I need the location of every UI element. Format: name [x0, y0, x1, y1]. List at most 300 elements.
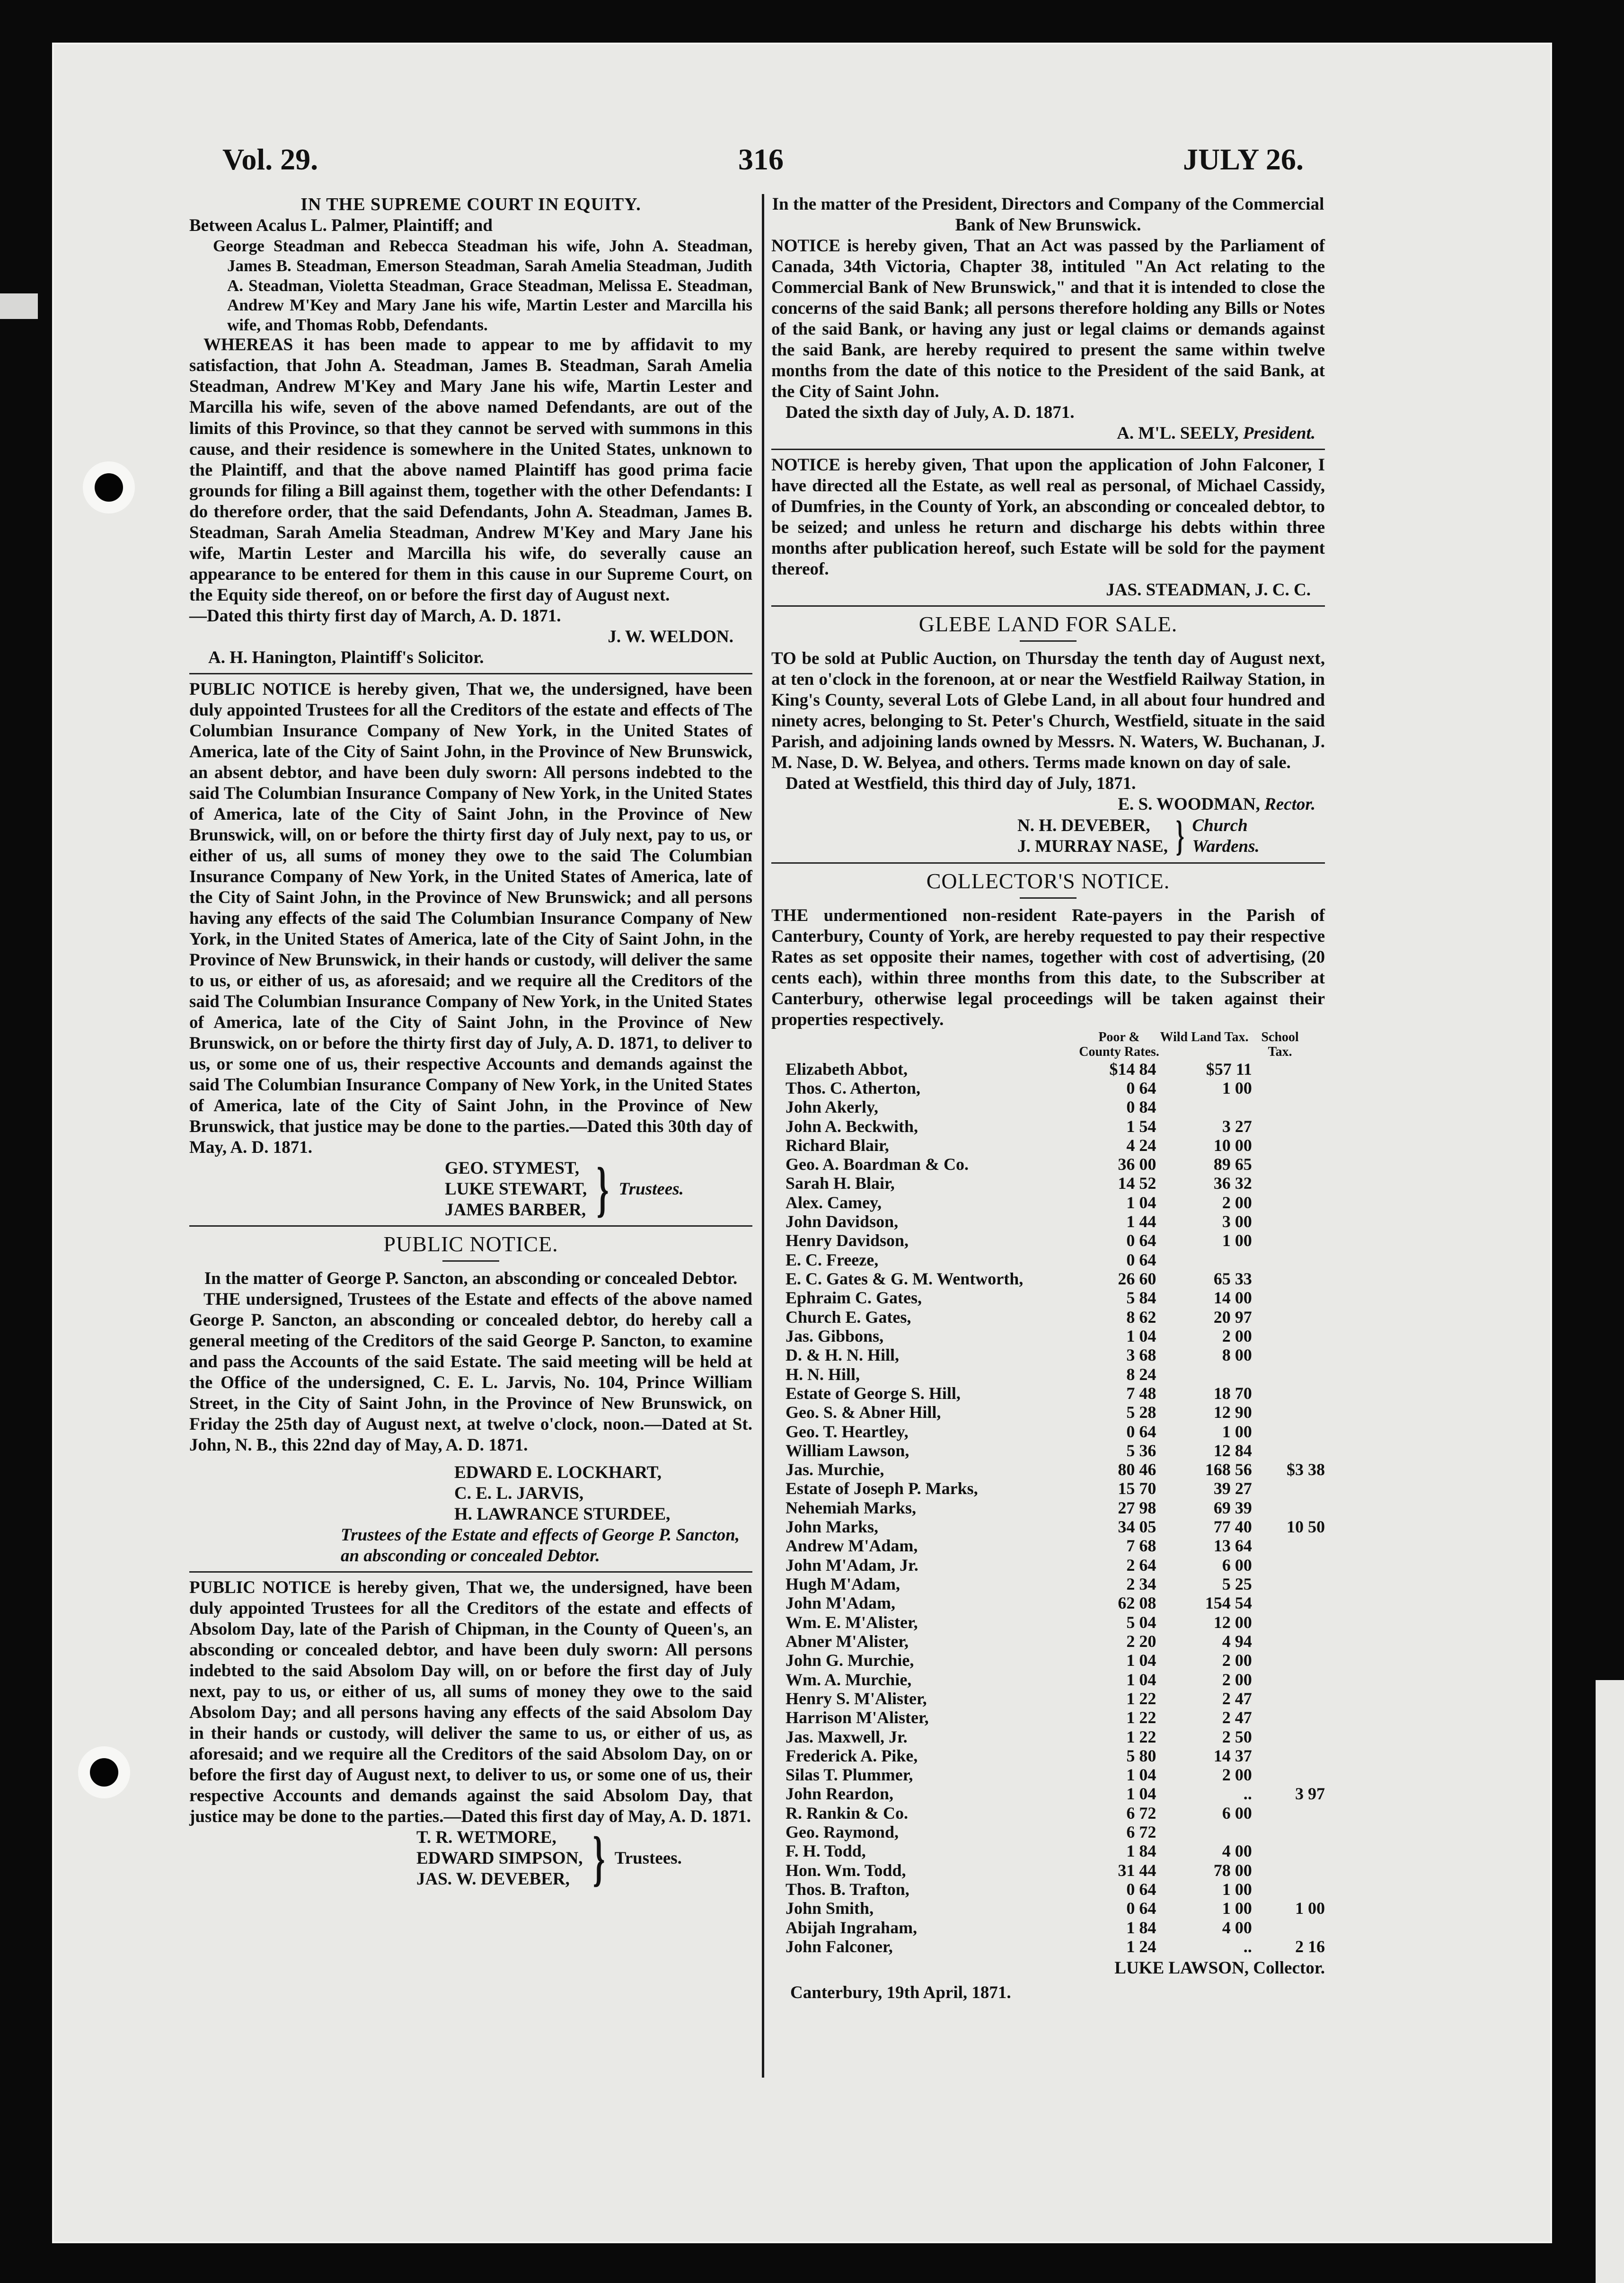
wild-land-tax: 13 64	[1213, 1536, 1252, 1556]
wild-land-tax: 2 47	[1222, 1708, 1252, 1727]
school-tax	[1257, 1422, 1325, 1441]
wild-land-tax: 1 00	[1222, 1899, 1252, 1918]
rates-table	[786, 1060, 1325, 1956]
school-tax	[1257, 1231, 1325, 1250]
school-tax	[1257, 1593, 1325, 1612]
trustees-label: Trustees.	[618, 1179, 684, 1199]
ratepayer-name: Geo. Raymond,	[786, 1823, 899, 1842]
wild-land-tax: 12 90	[1213, 1403, 1252, 1422]
table-row	[786, 1727, 1325, 1746]
table-row	[786, 1117, 1325, 1136]
notice-signer	[771, 423, 1325, 444]
poor-county-rate: 1 04	[1126, 1784, 1156, 1804]
trustees-label: Trustees.	[614, 1849, 682, 1868]
school-tax: 1 00	[1295, 1899, 1325, 1918]
wild-land-tax: 2 50	[1222, 1727, 1252, 1746]
table-row	[786, 1804, 1325, 1823]
divider	[189, 1225, 752, 1227]
ratepayer-name: Nehemiah Marks,	[786, 1498, 916, 1517]
wardens-label: Wardens.	[1192, 837, 1260, 857]
table-row	[786, 1823, 1325, 1841]
ratepayer-name: F. H. Todd,	[786, 1841, 866, 1861]
notice-body: TO be sold at Public Auction, on Thursday the tenth day of August next, at ten o'clock in the forenoon, at or near the Westfield Railway Station, in King's County, several Lots of Glebe Land, in all about four hundred and ninety acres, belonging to St. Peter's Church, Westfield, situate in the said Parish, and adjoining lands owned by Messrs. N. Waters, W. Buchanan, J. M. Nase, D. W. Belyea, and others. Terms made known on day of sale.	[771, 649, 1325, 773]
table-row	[786, 1536, 1325, 1555]
school-tax	[1257, 1365, 1325, 1384]
school-tax: $3 38	[1287, 1460, 1325, 1479]
wild-land-tax: 2 00	[1222, 1670, 1252, 1689]
signer-name: A. M'L. SEELY,	[1117, 424, 1239, 443]
left-column	[189, 194, 752, 1893]
ratepayer-name: Wm. A. Murchie,	[786, 1670, 912, 1689]
table-row	[786, 1651, 1325, 1670]
trustee-name: GEO. STYMEST,	[445, 1159, 580, 1178]
signer-name: C. E. L. JARVIS,	[454, 1483, 584, 1503]
table-row	[786, 1765, 1325, 1784]
notice-date: —Dated this thirty first day of March, A. D. 1871.	[189, 606, 561, 626]
notice-title: In the matter of the President, Directors and Company of the Commercial Bank of New Brunswick.	[772, 195, 1324, 235]
warden-name: N. H. DEVEBER,	[1017, 816, 1150, 836]
plaintiff-solicitor: A. H. Hanington, Plaintiff's Solicitor.	[208, 647, 484, 667]
notice-date: Dated the sixth day of July, A. D. 1871.	[786, 403, 1075, 423]
poor-county-rate: 7 48	[1126, 1383, 1156, 1403]
table-row	[786, 1308, 1325, 1327]
wild-land-tax: 39 27	[1213, 1479, 1252, 1498]
title-rule	[442, 1260, 499, 1262]
poor-county-rate: 4 24	[1126, 1135, 1156, 1155]
poor-county-rate: 0 64	[1126, 1899, 1156, 1918]
wild-land-tax: 1 00	[1222, 1078, 1252, 1097]
trustee-name: JAMES BARBER,	[445, 1200, 586, 1220]
school-tax	[1257, 1632, 1325, 1651]
rector-signature	[771, 794, 1325, 815]
table-row	[786, 1174, 1325, 1193]
school-tax	[1257, 1308, 1325, 1327]
poor-county-rate: 5 80	[1126, 1746, 1156, 1765]
school-tax	[1257, 1097, 1325, 1116]
ratepayer-name: John Akerly,	[786, 1097, 879, 1117]
poor-county-rate: 2 34	[1126, 1575, 1156, 1594]
supreme-court-notice	[189, 194, 752, 668]
poor-county-rate: 6 72	[1126, 1823, 1156, 1842]
signer-name: EDWARD E. LOCKHART,	[454, 1462, 662, 1482]
notice-body: NOTICE is hereby given, That upon the application of John Falconer, I have directed all the Estate, as well real as personal, of Michael Cassidy, of Dumfries, in the County of York, an absconding or concealed debtor, to be seized; and unless he return and discharge his debts within three months after publication hereof, such Estate will be sold for the payment thereof.	[771, 455, 1325, 579]
school-tax	[1257, 1536, 1325, 1555]
notice-title: COLLECTOR'S NOTICE.	[926, 869, 1170, 894]
trustees-footer: Trustees of the Estate and effects of George P. Sancton, an absconding or concealed Debtor.	[341, 1525, 740, 1566]
ratepayer-name: Hon. Wm. Todd,	[786, 1860, 906, 1880]
school-tax	[1257, 1079, 1325, 1097]
sancton-notice	[189, 1231, 752, 1566]
poor-county-rate: 7 68	[1126, 1536, 1156, 1556]
ratepayer-name: John M'Adam, Jr.	[786, 1555, 918, 1575]
poor-county-rate: 1 22	[1126, 1727, 1156, 1746]
ratepayer-name: Estate of George S. Hill,	[786, 1383, 961, 1403]
rates-column-headers	[1079, 1030, 1325, 1060]
punch-hole	[78, 1746, 130, 1798]
signer-name: H. LAWRANCE STURDEE,	[454, 1504, 671, 1524]
wild-land-tax: 2 00	[1222, 1651, 1252, 1670]
school-tax	[1257, 1613, 1325, 1632]
table-row	[786, 1327, 1325, 1345]
table-row	[786, 1212, 1325, 1231]
school-tax	[1257, 1918, 1325, 1937]
school-tax	[1257, 1060, 1325, 1079]
table-row	[786, 1937, 1325, 1956]
wild-land-tax: 2 00	[1222, 1765, 1252, 1785]
poor-county-rate: 80 46	[1118, 1460, 1156, 1479]
ratepayer-name: Hugh M'Adam,	[786, 1575, 900, 1594]
trustee-signatures	[445, 1155, 752, 1224]
col-header-poor: Poor & County Rates.	[1079, 1029, 1159, 1059]
wild-land-tax: 1 00	[1222, 1880, 1252, 1899]
poor-county-rate: 27 98	[1118, 1498, 1156, 1517]
table-row	[786, 1269, 1325, 1288]
wild-land-tax: 65 33	[1213, 1269, 1252, 1289]
school-tax	[1257, 1556, 1325, 1575]
school-tax	[1257, 1575, 1325, 1593]
ratepayer-name: William Lawson,	[786, 1441, 909, 1460]
school-tax	[1257, 1670, 1325, 1689]
table-row	[786, 1097, 1325, 1116]
wild-land-tax: 2 00	[1222, 1326, 1252, 1345]
poor-county-rate: 1 84	[1126, 1918, 1156, 1937]
wild-land-tax: 10 00	[1213, 1135, 1252, 1155]
wild-land-tax: 12 00	[1213, 1612, 1252, 1632]
school-tax	[1257, 1479, 1325, 1498]
table-row	[786, 1556, 1325, 1575]
ratepayer-name: Jas. Murchie,	[786, 1460, 884, 1479]
wild-land-tax: 1 00	[1222, 1422, 1252, 1441]
wild-land-tax: $57 11	[1206, 1059, 1252, 1079]
poor-county-rate: 1 04	[1126, 1651, 1156, 1670]
edge-mark	[0, 293, 38, 319]
col-header-school: School Tax.	[1261, 1029, 1299, 1059]
ratepayer-name: Henry Davidson,	[786, 1231, 909, 1250]
notice-between: Between Acalus L. Palmer, Plaintiff; and	[189, 216, 493, 236]
divider	[189, 673, 752, 674]
poor-county-rate: 36 00	[1118, 1155, 1156, 1174]
wild-land-tax	[1165, 1823, 1256, 1841]
ratepayer-name: Wm. E. M'Alister,	[786, 1612, 918, 1632]
ratepayer-name: John M'Adam,	[786, 1593, 896, 1613]
wild-land-tax: 2 47	[1222, 1689, 1252, 1708]
wild-land-tax	[1165, 1365, 1256, 1384]
table-row	[786, 1613, 1325, 1632]
wild-land-tax: 5 25	[1222, 1575, 1252, 1594]
ratepayer-name: Abijah Ingraham,	[786, 1918, 918, 1937]
school-tax	[1257, 1651, 1325, 1670]
ratepayer-name: H. N. Hill,	[786, 1364, 860, 1384]
poor-county-rate: 1 22	[1126, 1689, 1156, 1708]
trustee-name: LUKE STEWART,	[445, 1179, 587, 1199]
table-row	[786, 1288, 1325, 1307]
wild-land-tax: 36 32	[1213, 1174, 1252, 1193]
ratepayer-name: John Falconer,	[786, 1937, 893, 1956]
wild-land-tax: 77 40	[1213, 1517, 1252, 1537]
divider	[189, 1571, 752, 1573]
table-row	[786, 1136, 1325, 1155]
wild-land-tax: 89 65	[1213, 1155, 1252, 1174]
signer-title: President.	[1243, 424, 1315, 443]
wild-land-tax: 14 00	[1213, 1288, 1252, 1308]
brace-symbol: }	[1175, 813, 1184, 860]
poor-county-rate: 34 05	[1118, 1517, 1156, 1537]
poor-county-rate: 1 44	[1126, 1212, 1156, 1231]
wild-land-tax: 20 97	[1213, 1307, 1252, 1327]
notice-signer: JAS. STEADMAN, J. C. C.	[1106, 580, 1311, 600]
collector-signer: LUKE LAWSON, Collector.	[1114, 1958, 1325, 1978]
trustee-name: EDWARD SIMPSON,	[416, 1849, 583, 1868]
poor-county-rate: 6 72	[1126, 1803, 1156, 1823]
page-number: 316	[738, 142, 784, 176]
table-row	[786, 1422, 1325, 1441]
wild-land-tax: 4 94	[1222, 1631, 1252, 1651]
poor-county-rate: 1 04	[1126, 1670, 1156, 1689]
wild-land-tax: 154 54	[1205, 1593, 1252, 1613]
notice-date: Dated at Westfield, this third day of July, 1871.	[786, 774, 1136, 794]
wild-land-tax: 2 00	[1222, 1193, 1252, 1212]
rector-name: E. S. WOODMAN,	[1118, 795, 1260, 814]
table-row	[786, 1575, 1325, 1593]
table-row	[786, 1517, 1325, 1536]
ratepayer-name: Elizabeth Abbot,	[786, 1059, 908, 1079]
wild-land-tax: 3 00	[1222, 1212, 1252, 1231]
poor-county-rate: 1 84	[1126, 1841, 1156, 1861]
table-row	[786, 1193, 1325, 1212]
poor-county-rate: 0 64	[1126, 1078, 1156, 1097]
ratepayer-name: Abner M'Alister,	[786, 1631, 909, 1651]
wild-land-tax: 69 39	[1213, 1498, 1252, 1517]
ratepayer-name: Ephraim C. Gates,	[786, 1288, 922, 1308]
table-row	[786, 1441, 1325, 1460]
poor-county-rate: 0 64	[1126, 1422, 1156, 1441]
notice-body: NOTICE is hereby given, That an Act was passed by the Parliament of Canada, 34th Victoria, Chapter 38, intituled "An Act relating to the Commercial Bank of New Brunswick," and that it is intended to close the concerns of the said Bank; all persons therefore holding any Bills or Notes of the said Bank, or having any just or legal claims or demands against the said Bank, are hereby required to present the same within twelve months from the date of this notice to the President of the said Bank, at the City of Saint John.	[771, 236, 1325, 402]
wild-land-tax: 6 00	[1222, 1555, 1252, 1575]
ratepayer-name: John Smith,	[786, 1899, 874, 1918]
table-row	[786, 1365, 1325, 1384]
school-tax	[1257, 1823, 1325, 1841]
school-tax	[1257, 1689, 1325, 1708]
notice-title: IN THE SUPREME COURT IN EQUITY.	[300, 195, 641, 214]
table-row	[786, 1403, 1325, 1422]
wild-land-tax: 3 27	[1222, 1116, 1252, 1136]
school-tax: 2 16	[1295, 1937, 1325, 1956]
right-column	[771, 194, 1325, 2003]
wild-land-tax: 6 00	[1222, 1803, 1252, 1823]
poor-county-rate: 31 44	[1118, 1860, 1156, 1880]
collector-date: Canterbury, 19th April, 1871.	[790, 1983, 1011, 2003]
wild-land-tax: 1 00	[1222, 1231, 1252, 1250]
notice-subtitle: In the matter of George P. Sancton, an absconding or concealed Debtor.	[204, 1268, 738, 1288]
notice-body: PUBLIC NOTICE is hereby given, That we, the undersigned, have been duly appointed Trustees for all the Creditors of the estate and effects of Absolom Day, late of the Parish of Chipman, in the County of Queen's, an absconding or concealed debtor, and have been duly sworn: All persons indebted to the said Absolom Day will, on or before the first day of July next, pay to us, or either of us, all sums of money they owe to the said Absolom Day; and all persons having any effects of the said Absolom Day in their hands or custody, will deliver the same to us, or either of us, as aforesaid; and we require all the Creditors of the said Absolom Day, on or before the first day of August next, to deliver to us, or some one of us, their respective Accounts and demands against the said Absolom Day, that justice may be done to the parties.—Dated this first day of May, A. D. 1871.	[189, 1578, 752, 1827]
poor-county-rate: 5 36	[1126, 1441, 1156, 1460]
ratepayer-name: John Marks,	[786, 1517, 879, 1537]
poor-county-rate: 14 52	[1118, 1174, 1156, 1193]
poor-county-rate: 1 04	[1126, 1765, 1156, 1785]
notice-title: GLEBE LAND FOR SALE.	[918, 612, 1178, 637]
title-rule	[1020, 640, 1077, 642]
table-row	[786, 1498, 1325, 1517]
wild-land-tax: ..	[1243, 1784, 1252, 1804]
divider	[771, 862, 1325, 864]
table-row	[786, 1479, 1325, 1498]
table-row	[786, 1918, 1325, 1937]
poor-county-rate: 5 28	[1126, 1403, 1156, 1422]
school-tax	[1257, 1327, 1325, 1345]
trustee-name: JAS. W. DEVEBER,	[416, 1869, 570, 1889]
school-tax	[1257, 1861, 1325, 1880]
wardens-label: Church	[1192, 816, 1248, 836]
wild-land-tax: 8 00	[1222, 1345, 1252, 1365]
school-tax: 3 97	[1295, 1784, 1325, 1804]
cassidy-notice	[771, 455, 1325, 601]
table-row	[786, 1670, 1325, 1689]
brace-symbol: }	[597, 1155, 609, 1224]
school-tax	[1257, 1841, 1325, 1860]
poor-county-rate: 0 64	[1126, 1880, 1156, 1899]
school-tax	[1257, 1765, 1325, 1784]
ratepayer-name: Henry S. M'Alister,	[786, 1689, 927, 1708]
table-row	[786, 1689, 1325, 1708]
divider	[771, 605, 1325, 607]
notice-body: THE undermentioned non-resident Rate-payers in the Parish of Canterbury, County of York, are hereby requested to pay their respective Rates as set opposite their names, together with cost of advertising, (20 cents each), within three months from this date, to the Subscriber at Canterbury, otherwise legal proceedings will be taken against their properties respectively.	[771, 905, 1325, 1029]
notice-body: WHEREAS it has been made to appear to me by affidavit to my satisfaction, that John A. Steadman, James B. Steadman, Sarah Amelia Steadman, Andrew M'Key and Mary Jane his wife, Martin Lester and Marcilla his wife, seven of the above named Defendants, are out of the limits of this Province, so that they cannot be served with summons in this cause, and their residence is somewhere in the United States, unknown to the Plaintiff, and that the above named Plaintiff has good prima facie grounds for filing a Bill against them, together with the other Defendants: I do therefore order, that the said Defendants, John A. Steadman, James B. Steadman, Sarah Amelia Steadman, Andrew M'Key and Mary Jane his wife, Martin Lester and Marcilla his wife, do severally cause an appearance to be entered for them in this cause in our Supreme Court, on the Equity side thereof, on or before the first day of August next.	[189, 335, 752, 605]
school-tax	[1257, 1727, 1325, 1746]
commercial-bank-notice	[771, 194, 1325, 444]
rates-table-body	[786, 1060, 1325, 1956]
notice-title: PUBLIC NOTICE.	[383, 1232, 558, 1257]
school-tax	[1257, 1269, 1325, 1288]
ratepayer-name: John Davidson,	[786, 1212, 899, 1231]
defendants-list: George Steadman and Rebecca Steadman his wife, John A. Steadman, James B. Steadman, Emerson Steadman, Sarah Amelia Steadman, Judith A. Steadman, Violetta Steadman, Grace Steadman, Melissa E. Steadman, Andrew M'Key and Mary Jane his wife, Martin Lester and Marcilla his wife, and Thomas Robb, Defendants.	[213, 237, 752, 334]
absolom-day-notice	[189, 1577, 752, 1893]
ratepayer-name: E. C. Freeze,	[786, 1250, 879, 1269]
ratepayer-name: Geo. T. Heartley,	[786, 1422, 909, 1441]
notice-signer: J. W. WELDON.	[608, 627, 733, 646]
poor-county-rate: 0 64	[1126, 1231, 1156, 1250]
brace-symbol: }	[592, 1824, 605, 1893]
table-row	[786, 1231, 1325, 1250]
columbian-insurance-notice	[189, 679, 752, 1224]
collectors-notice	[771, 868, 1325, 2003]
wild-land-tax: 168 56	[1205, 1460, 1252, 1479]
wild-land-tax	[1165, 1250, 1256, 1269]
trustee-name: T. R. WETMORE,	[416, 1828, 556, 1848]
col-header-wild: Wild Land Tax.	[1160, 1029, 1249, 1044]
school-tax	[1257, 1880, 1325, 1899]
school-tax	[1257, 1403, 1325, 1422]
school-tax	[1257, 1804, 1325, 1823]
poor-county-rate: 5 84	[1126, 1288, 1156, 1308]
school-tax	[1257, 1746, 1325, 1765]
school-tax	[1257, 1174, 1325, 1193]
column-divider	[762, 194, 764, 2078]
table-row	[786, 1861, 1325, 1880]
poor-county-rate: 1 04	[1126, 1193, 1156, 1212]
page-header	[222, 142, 1334, 185]
table-row	[786, 1460, 1325, 1479]
ratepayer-name: Frederick A. Pike,	[786, 1746, 918, 1765]
school-tax	[1257, 1288, 1325, 1307]
table-row	[786, 1060, 1325, 1079]
poor-county-rate: 62 08	[1118, 1593, 1156, 1613]
school-tax	[1257, 1708, 1325, 1727]
glebe-land-notice	[771, 611, 1325, 858]
wild-land-tax: 4 00	[1222, 1841, 1252, 1861]
table-row	[786, 1250, 1325, 1269]
ratepayer-name: Thos. B. Trafton,	[786, 1880, 909, 1899]
ratepayer-name: Alex. Camey,	[786, 1193, 882, 1212]
school-tax	[1257, 1117, 1325, 1136]
volume-label: Vol. 29.	[222, 142, 318, 176]
wild-land-tax: 78 00	[1213, 1860, 1252, 1880]
school-tax	[1257, 1250, 1325, 1269]
table-row	[786, 1746, 1325, 1765]
table-row	[786, 1345, 1325, 1364]
wild-land-tax: 18 70	[1213, 1383, 1252, 1403]
poor-county-rate: 2 20	[1126, 1631, 1156, 1651]
ratepayer-name: D. & H. N. Hill,	[786, 1345, 899, 1365]
school-tax	[1257, 1193, 1325, 1212]
ratepayer-name: R. Rankin & Co.	[786, 1803, 909, 1823]
warden-name: J. MURRAY NASE,	[1017, 837, 1168, 857]
school-tax	[1257, 1384, 1325, 1403]
school-tax	[1257, 1441, 1325, 1460]
issue-date: JULY 26.	[1183, 142, 1304, 176]
school-tax	[1257, 1212, 1325, 1231]
ratepayer-name: Jas. Gibbons,	[786, 1326, 884, 1345]
scan-edge	[1596, 1680, 1624, 2283]
table-row	[786, 1632, 1325, 1651]
notice-body: PUBLIC NOTICE is hereby given, That we, the undersigned, have been duly appointed Trustees for all the Creditors of the estate and effects of The Columbian Insurance Company of New York, in the United States of America, late of the City of Saint John, in the Province of New Brunswick, an absent debtor, and have been duly sworn: All persons indebted to the said The Columbian Insurance Company of New York, in the United States of America, late of the City of Saint John, in the Province of New Brunswick, will, on or before the thirty first day of July next, pay to us, or either of us, all sums of money they owe to the said The Columbian Insurance Company of New York, in the United States of America, late of the City of Saint John, in the Province of New Brunswick; and all persons having any effects of the said The Columbian Insurance Company of New York, in the United States of America, late of the City of Saint John, in the Province of New Brunswick, in their hands or custody, will deliver the same to us, or either of us, as aforesaid; and we require all the Creditors of the said The Columbian Insurance Company of New York, in the United States of America, late of the City of Saint John, in the Province of New Brunswick, on or before the thirty first day of July, A. D. 1871, to deliver to us, or some one of us, their respective Accounts and demands against the said The Columbian Insurance Company of New York, in the United States of America, late of the City of Saint John, in the Province of New Brunswick, that justice may be done to the parties.—Dated this 30th day of May, A. D. 1871.	[189, 679, 752, 1158]
poor-county-rate: 8 62	[1126, 1307, 1156, 1327]
table-row	[786, 1155, 1325, 1174]
ratepayer-name: Silas T. Plummer,	[786, 1765, 913, 1785]
school-tax	[1257, 1136, 1325, 1155]
ratepayer-name: Geo. A. Boardman & Co.	[786, 1155, 969, 1174]
wild-land-tax	[1165, 1097, 1256, 1116]
notice-body: THE undersigned, Trustees of the Estate and effects of the above named George P. Sancton, an absconding or concealed debtor, do hereby call a general meeting of the Creditors of the said George P. Sancton, to examine and pass the Accounts of the said Estate. The said meeting will be held at the Office of the undersigned, C. E. L. Jarvis, No. 104, Prince William Street, in the City of Saint John, in the Province of New Brunswick, on Friday the 25th day of August next, at twelve o'clock, noon.—Dated at St. John, N. B., this 22nd day of May, A. D. 1871.	[189, 1289, 752, 1455]
punch-hole	[83, 461, 135, 513]
wild-land-tax: 12 84	[1213, 1441, 1252, 1460]
poor-county-rate: 1 22	[1126, 1708, 1156, 1727]
ratepayer-name: John Reardon,	[786, 1784, 894, 1804]
poor-county-rate: 3 68	[1126, 1345, 1156, 1365]
rector-title: Rector.	[1264, 795, 1315, 814]
ratepayer-name: Jas. Maxwell, Jr.	[786, 1727, 908, 1746]
ratepayer-name: Church E. Gates,	[786, 1307, 911, 1327]
school-tax	[1257, 1155, 1325, 1174]
table-row	[786, 1784, 1325, 1803]
trustee-signatures	[416, 1824, 752, 1893]
school-tax	[1257, 1498, 1325, 1517]
wild-land-tax: 4 00	[1222, 1918, 1252, 1937]
ratepayer-name: John G. Murchie,	[786, 1651, 914, 1670]
ratepayer-name: Harrison M'Alister,	[786, 1708, 929, 1727]
wild-land-tax: ..	[1243, 1937, 1252, 1956]
poor-county-rate: 8 24	[1126, 1364, 1156, 1384]
table-row	[786, 1384, 1325, 1403]
ratepayer-name: Sarah H. Blair,	[786, 1174, 895, 1193]
table-row	[786, 1708, 1325, 1727]
ratepayer-name: Andrew M'Adam,	[786, 1536, 918, 1556]
ratepayer-name: Richard Blair,	[786, 1135, 889, 1155]
poor-county-rate: 0 84	[1126, 1097, 1156, 1117]
table-row	[786, 1880, 1325, 1899]
poor-county-rate: 1 54	[1126, 1116, 1156, 1136]
poor-county-rate: 5 04	[1126, 1612, 1156, 1632]
poor-county-rate: 0 64	[1126, 1250, 1156, 1269]
